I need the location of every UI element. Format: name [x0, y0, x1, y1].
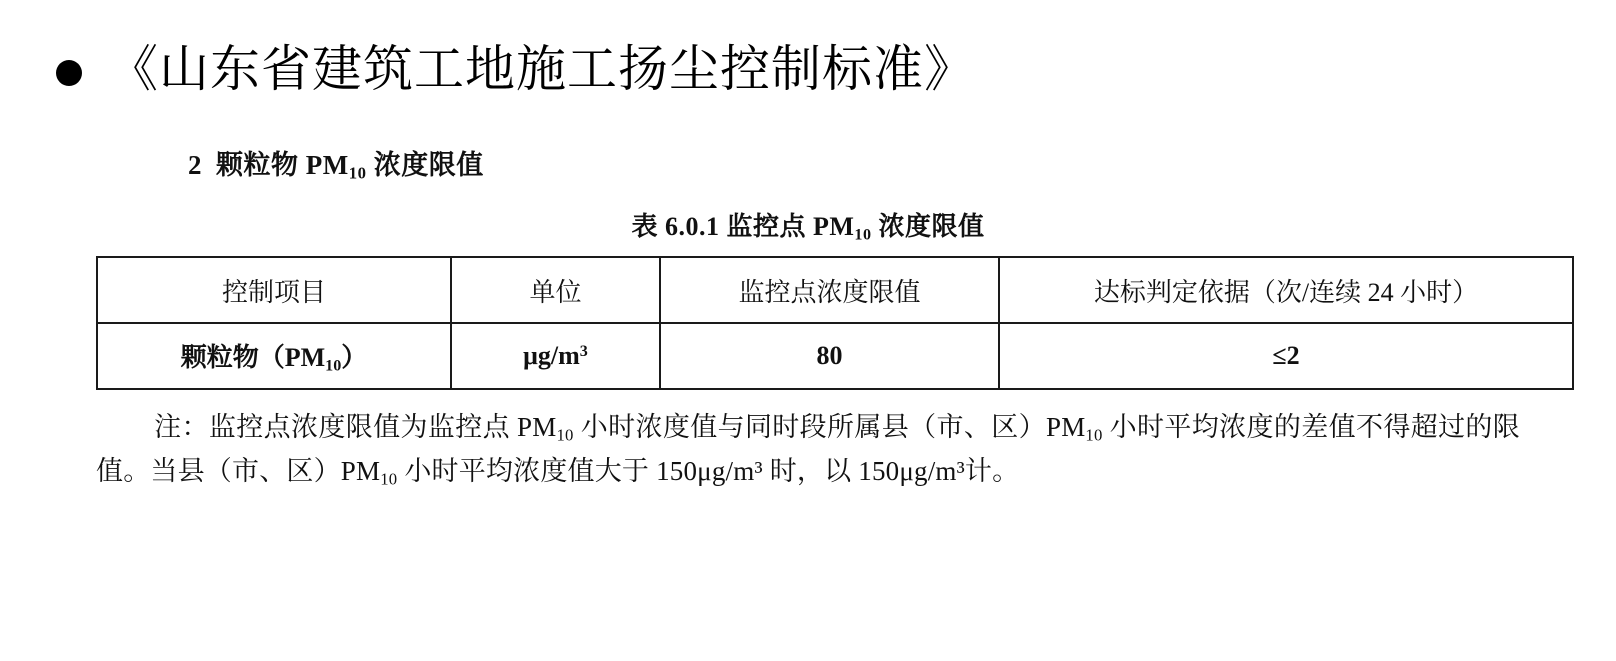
table-header-cell-criteria: 达标判定依据（次/连续 24 小时）: [999, 257, 1573, 323]
table-header-row: [97, 257, 1573, 323]
table-caption: [96, 206, 1520, 245]
table-header-cell-item: 控制项目: [97, 257, 451, 323]
unit-superscript: 3: [579, 343, 588, 361]
document-excerpt: [0, 143, 1616, 494]
section-number: 2: [188, 150, 202, 180]
note-part-2: 小时浓度值与同时段所属县（市、区）PM: [573, 412, 1086, 443]
section-title-suffix: 浓度限值: [366, 150, 484, 180]
slide-title-row: [0, 0, 1616, 97]
section-title-prefix: 颗粒物 PM: [216, 150, 349, 180]
page-title: 《山东省建筑工地施工扬尘控制标准》: [108, 40, 975, 98]
table-caption-suffix: 浓度限值: [871, 211, 985, 241]
note-part-1: 注：监控点浓度限值为监控点 PM: [154, 412, 557, 443]
note-subscript-2: 10: [1085, 425, 1103, 445]
table-cell-unit: [451, 323, 660, 389]
note-subscript-1: 10: [556, 425, 574, 445]
table-cell-item: [97, 323, 451, 389]
item-suffix: ）: [341, 342, 368, 372]
table-header-cell-unit: 单位: [451, 257, 660, 323]
note-part-3: 小时平均浓度的差值不得超过的限值。当县（市、区）PM: [96, 412, 1520, 486]
table-row: [97, 323, 1573, 389]
bullet-dot-icon: [56, 60, 82, 86]
table-cell-limit: 80: [660, 323, 999, 389]
item-subscript: 10: [325, 357, 342, 375]
table-note: [96, 406, 1520, 493]
pm10-limits-table: [96, 256, 1574, 390]
table-cell-criteria: ≤2: [999, 323, 1573, 389]
section-title-subscript: 10: [348, 163, 367, 183]
table-caption-subscript: 10: [854, 226, 872, 244]
table-header-cell-limit: 监控点浓度限值: [660, 257, 999, 323]
note-part-4: 小时平均浓度值大于 150μg/m³ 时，以 150μg/m³计。: [397, 455, 1020, 486]
item-prefix: 颗粒物（PM: [180, 342, 326, 372]
table-caption-prefix: 表 6.0.1 监控点 PM: [631, 211, 855, 241]
unit-prefix: μg/m: [523, 341, 580, 371]
section-heading: [188, 143, 1520, 184]
note-subscript-3: 10: [380, 469, 398, 489]
